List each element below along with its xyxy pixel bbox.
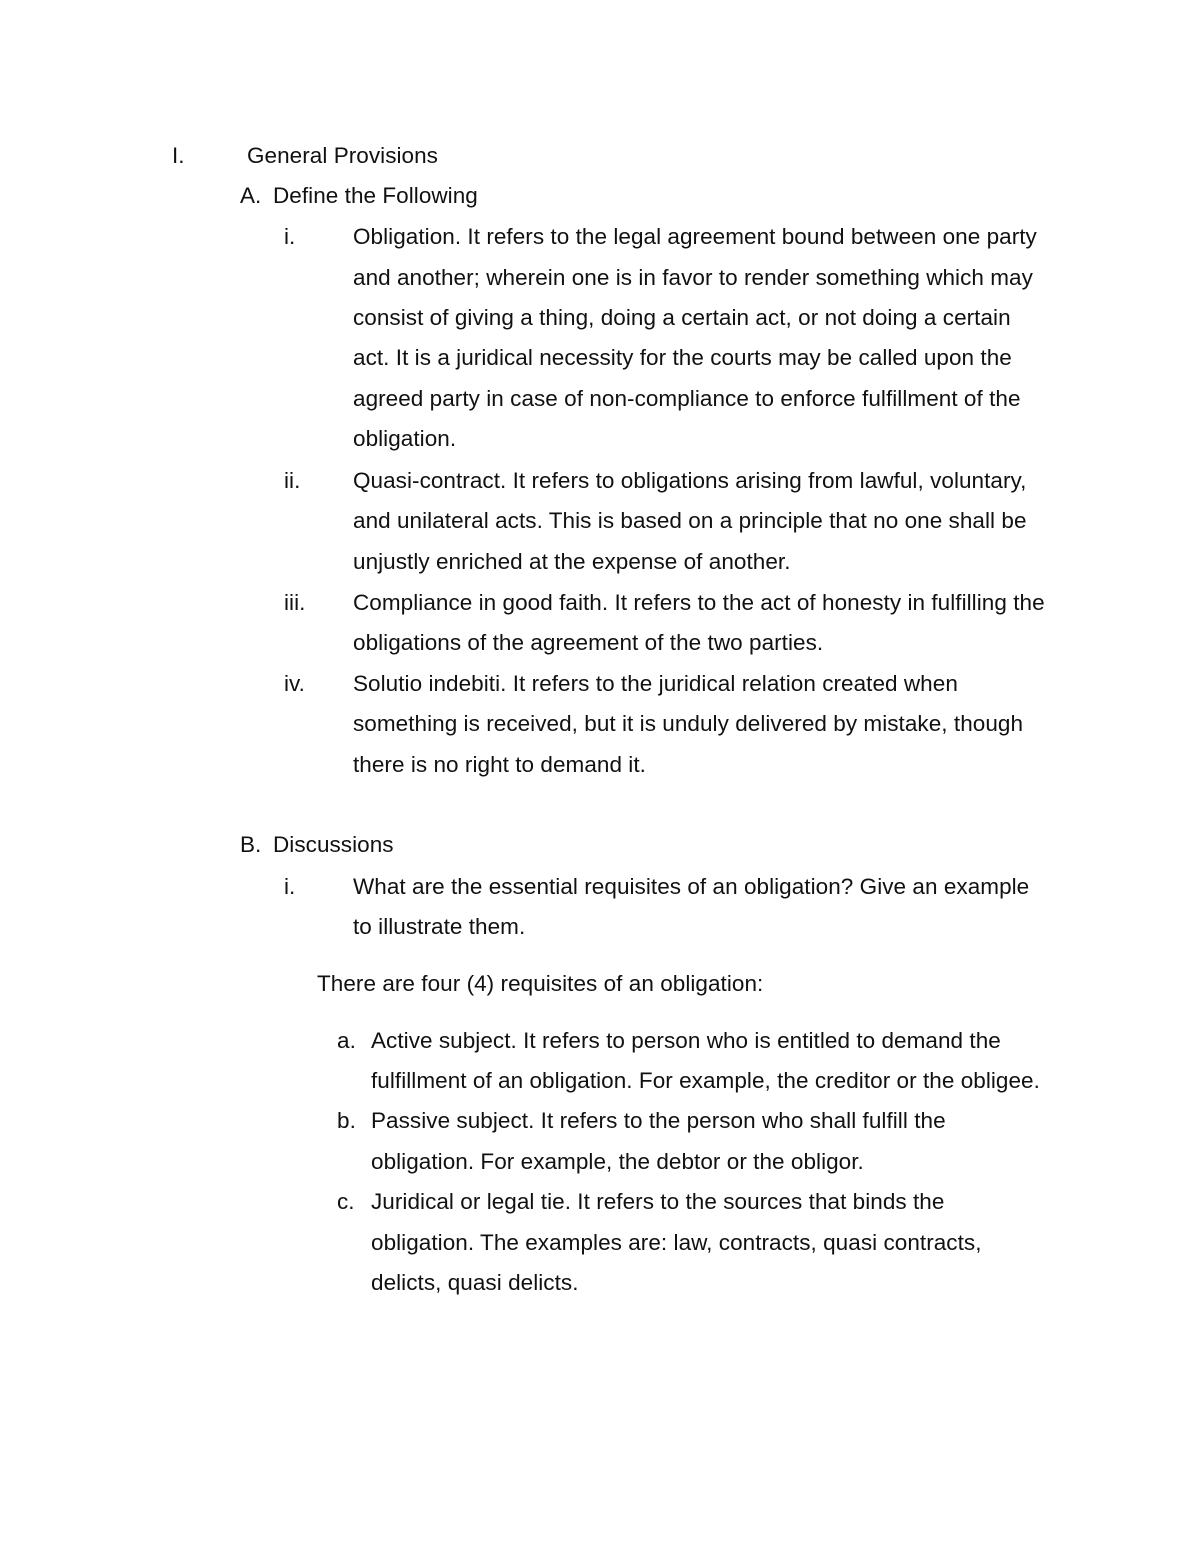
part-b-title: Discussions [273,832,394,857]
definition-line: act. It is a juridical necessity for the courts may be called upon the [353,345,1012,370]
requisite-line: fulfillment of an obligation. For example, the creditor or the obligee. [371,1068,1040,1093]
question-line: to illustrate them. [353,914,526,939]
requisite-line: obligation. The examples are: law, contracts, quasi contracts, [371,1230,982,1255]
definition-line: Obligation. It refers to the legal agreement bound between one party [353,224,1037,249]
question-line: What are the essential requisites of an obligation? Give an example [353,874,1030,899]
definition-line: agreed party in case of non-compliance to enforce fulfillment of the [353,386,1021,411]
requisite-letter: b. [337,1108,356,1133]
item-numeral: iii. [284,590,306,615]
definition-line: and unilateral acts. This is based on a principle that no one shall be [353,508,1027,533]
section-title: General Provisions [247,143,438,168]
definition-line: consist of giving a thing, doing a certain act, or not doing a certain [353,305,1011,330]
requisite-letter: c. [337,1189,355,1214]
section-numeral: I. [172,143,185,168]
part-a-title: Define the Following [273,183,478,208]
requisite-line: Active subject. It refers to person who is entitled to demand the [371,1028,1001,1053]
definition-line: unjustly enriched at the expense of another. [353,549,791,574]
requisite-line: obligation. For example, the debtor or the obligor. [371,1149,864,1174]
definition-line: Compliance in good faith. It refers to the act of honesty in fulfilling the [353,590,1045,615]
requisite-line: Passive subject. It refers to the person who shall fulfill the [371,1108,946,1133]
requisite-line: delicts, quasi delicts. [371,1270,579,1295]
definition-line: Solutio indebiti. It refers to the juridical relation created when [353,671,958,696]
definition-line: Quasi-contract. It refers to obligations arising from lawful, voluntary, [353,468,1027,493]
item-numeral: iv. [284,671,305,696]
item-numeral: ii. [284,468,301,493]
requisites-intro: There are four (4) requisites of an obligation: [317,971,764,996]
requisite-line: Juridical or legal tie. It refers to the sources that binds the [371,1189,945,1214]
part-a-label: A. [240,183,262,208]
definition-line: obligations of the agreement of the two parties. [353,630,824,655]
definition-line: obligation. [353,426,457,451]
definition-line: and another; wherein one is in favor to render something which may [353,265,1033,290]
part-b-label: B. [240,832,262,857]
item-numeral: i. [284,224,296,249]
definition-line: there is no right to demand it. [353,752,646,777]
question-numeral: i. [284,874,296,899]
requisite-letter: a. [337,1028,356,1053]
definition-line: something is received, but it is unduly delivered by mistake, though [353,711,1024,736]
